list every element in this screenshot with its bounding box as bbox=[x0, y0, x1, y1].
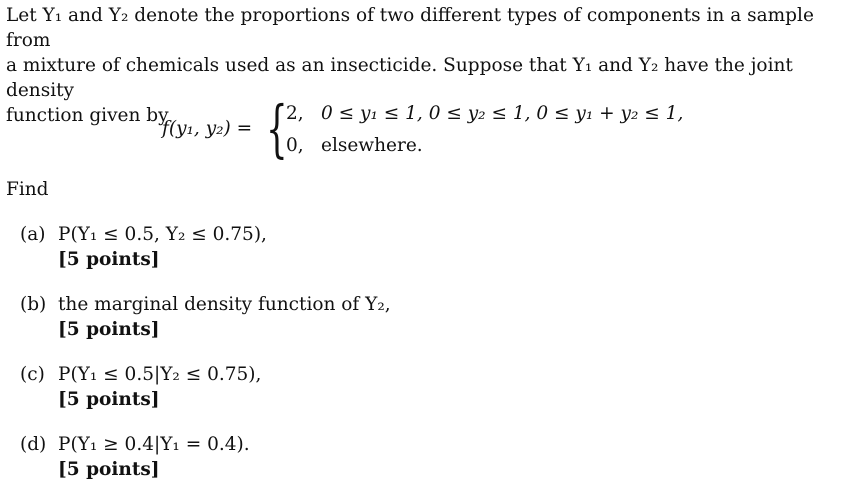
part-a-label: (a) bbox=[20, 224, 46, 245]
part-d bbox=[20, 434, 250, 455]
case-row-2 bbox=[286, 135, 423, 156]
part-d-points: [5 points] bbox=[58, 459, 160, 480]
problem-intro: Let Y₁ and Y₂ denote the proportions of two different types of components in a sample from a mixture of chemicals used as an insecticide. Suppose that Y₁ and Y₂ have the joint density function given by bbox=[6, 5, 814, 126]
part-a-points: [5 points] bbox=[58, 249, 160, 270]
part-b bbox=[20, 294, 391, 315]
part-b-text: the marginal density function of Y₂, bbox=[58, 294, 391, 315]
part-c bbox=[20, 364, 261, 385]
part-a bbox=[20, 224, 267, 245]
part-d-label: (d) bbox=[20, 434, 47, 455]
case-1-condition: 0 ≤ y₁ ≤ 1, 0 ≤ y₂ ≤ 1, 0 ≤ y₁ + y₂ ≤ 1, bbox=[321, 103, 684, 124]
part-c-points: [5 points] bbox=[58, 389, 160, 410]
piecewise-brace: { bbox=[266, 92, 288, 165]
part-b-label: (b) bbox=[20, 294, 47, 315]
part-c-label: (c) bbox=[20, 364, 45, 385]
case-1-value: 2, bbox=[286, 103, 304, 124]
part-b-points: [5 points] bbox=[58, 319, 160, 340]
part-a-text: P(Y₁ ≤ 0.5, Y₂ ≤ 0.75), bbox=[58, 224, 267, 245]
case-2-value: 0, bbox=[286, 135, 304, 156]
find-heading: Find bbox=[6, 179, 49, 200]
density-function-lhs: f(y₁, y₂) = bbox=[162, 118, 253, 139]
case-2-condition: elsewhere. bbox=[321, 135, 423, 156]
part-c-text: P(Y₁ ≤ 0.5|Y₂ ≤ 0.75), bbox=[58, 364, 262, 385]
case-row-1 bbox=[286, 103, 684, 124]
part-d-text: P(Y₁ ≥ 0.4|Y₁ = 0.4). bbox=[58, 434, 250, 455]
